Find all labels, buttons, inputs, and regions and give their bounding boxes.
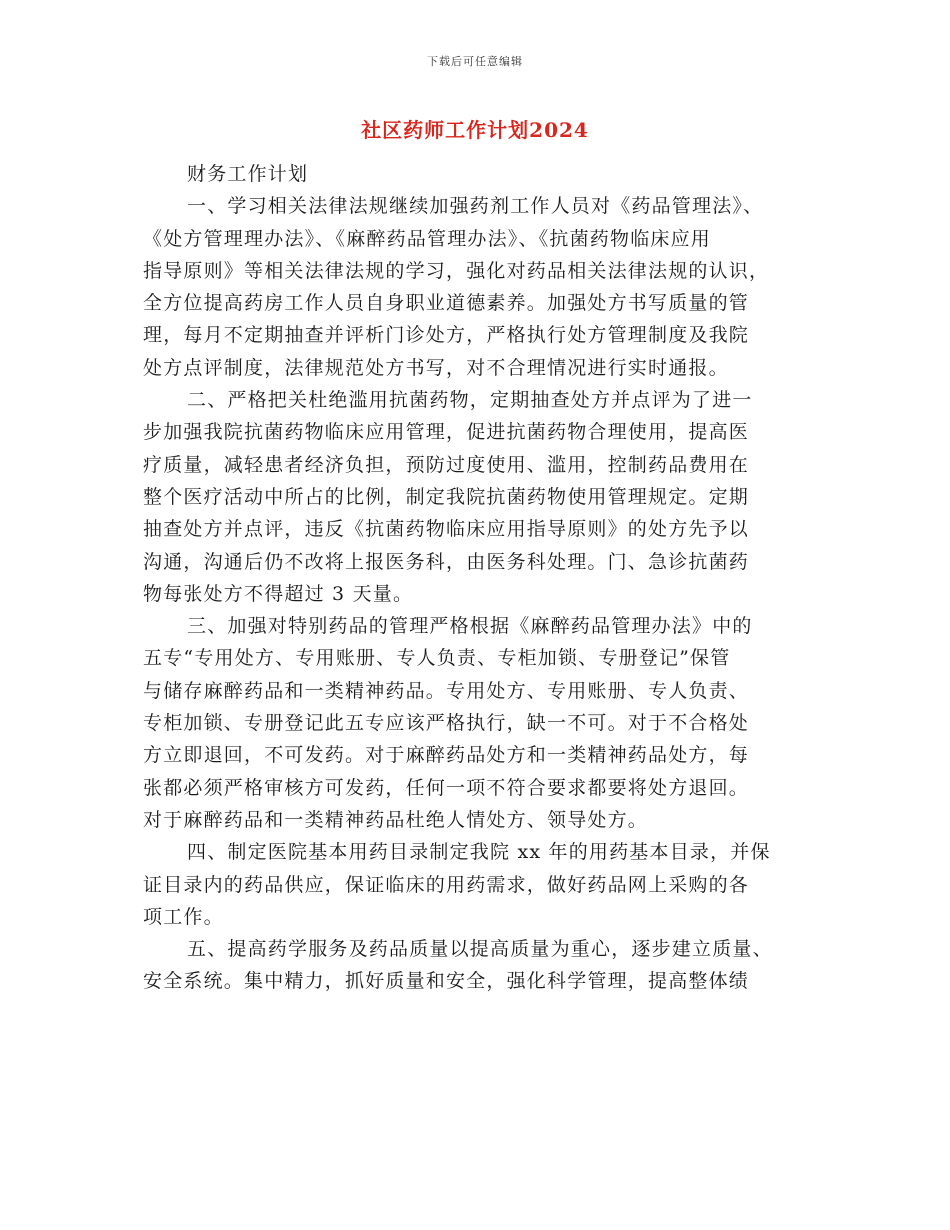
document-body [143,158,808,998]
body-line: 《处方管理理办法》、《麻醉药品管理办法》、《抗菌药物临床应用 [143,227,712,250]
body-line: 步加强我院抗菌药物临床应用管理，促进抗菌药物合理使用，提高医 [143,421,750,444]
body-line: 项工作。 [143,905,224,928]
header-note: 下载后可任意编辑 [427,55,523,68]
body-line: 沟通，沟通后仍不改将上报医务科，由医务科处理。门、急诊抗菌药 [143,550,750,573]
body-line: 专柜加锁、专册登记此五专应该严格执行，缺一不可。对于不合格处 [143,712,750,735]
body-line: 二、严格把关杜绝滥用抗菌药物，定期抽查处方并点评为了进一 [187,389,753,412]
body-line: 处方点评制度，法律规范处方书写，对不合理情况进行实时通报。 [143,356,729,379]
body-line: 一、学习相关法律法规继续加强药剂工作人员对《药品管理法》、 [187,195,764,218]
body-line: 抽查处方并点评，违反《抗菌药物临床应用指导原则》的处方先予以 [143,518,750,541]
body-line: 五专“专用处方、专用账册、专人负责、专柜加锁、专册登记”保管 [143,647,731,670]
body-line: 理，每月不定期抽查并评析门诊处方，严格执行处方管理制度及我院 [143,324,750,347]
body-line: 整个医疗活动中所占的比例，制定我院抗菌药物使用管理规定。定期 [143,485,750,508]
body-line: 物每张处方不得超过 3 天量。 [143,582,414,605]
body-line: 与储存麻醉药品和一类精神药品。专用处方、专用账册、专人负责、 [143,679,750,702]
body-line: 疗质量，减轻患者经济负担，预防过度使用、滥用，控制药品费用在 [143,453,750,476]
body-line: 三、加强对特别药品的管理严格根据《麻醉药品管理办法》中的 [187,615,753,638]
body-line: 指导原则》等相关法律法规的学习，强化对药品相关法律法规的认识， [143,259,770,282]
body-line: 四、制定医院基本用药目录制定我院 xx 年的用药基本目录，并保 [187,841,771,864]
body-line: 全方位提高药房工作人员自身职业道德素养。加强处方书写质量的管 [143,292,750,315]
body-line: 方立即退回，不可发药。对于麻醉药品处方和一类精神药品处方，每 [143,744,750,767]
document-title: 社区药师工作计划2024 [361,118,589,142]
body-line: 五、提高药学服务及药品质量以提高质量为重心，逐步建立质量、 [187,938,773,961]
body-line: 对于麻醉药品和一类精神药品杜绝人情处方、领导处方。 [143,808,649,831]
body-line: 张都必须严格审核方可发药，任何一项不符合要求都要将处方退回。 [143,776,750,799]
body-line: 安全系统。集中精力，抓好质量和安全，强化科学管理，提高整体绩 [143,970,750,993]
body-line: 证目录内的药品供应，保证临床的用药需求，做好药品网上采购的各 [143,873,750,896]
body-line: 财务工作计划 [187,163,309,185]
